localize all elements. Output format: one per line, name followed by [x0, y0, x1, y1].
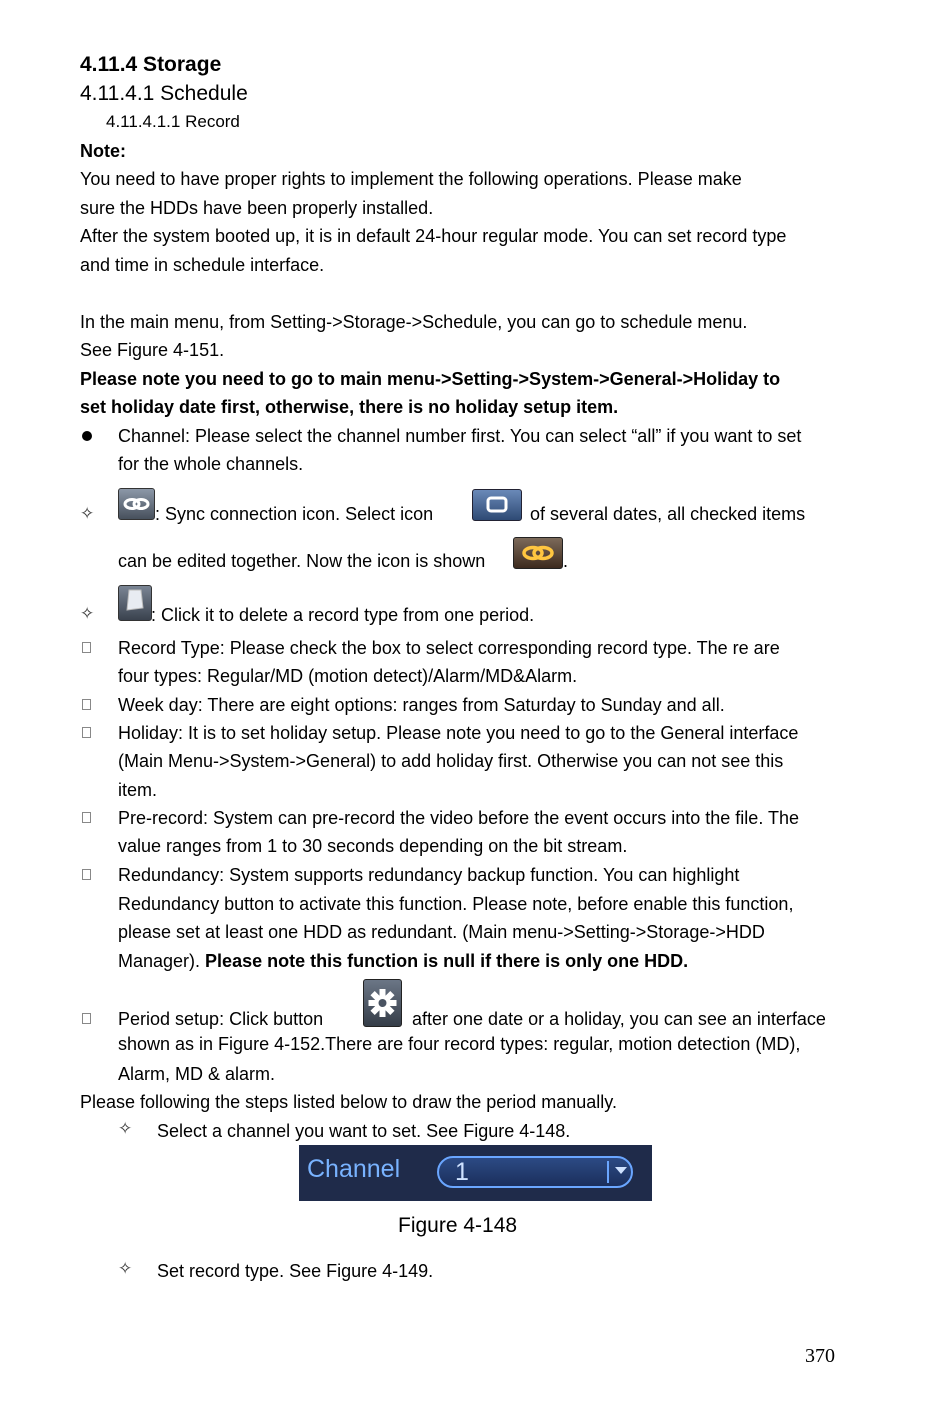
channel-label: Channel: [307, 1155, 401, 1183]
square-bullet-icon: [82, 699, 91, 710]
channel-item-line: Channel: Please select the channel number first. You can select “all” if you want to set: [118, 426, 802, 446]
square-bullet-icon: [82, 812, 91, 823]
note-label: Note:: [80, 141, 126, 161]
period-setup-text: after one date or a holiday, you can see an interface: [412, 1009, 826, 1029]
holiday-line: item.: [118, 780, 158, 800]
sync-item-text: .: [563, 551, 569, 571]
bold-note-line: set holiday date first, otherwise, there is no holiday setup item.: [80, 397, 619, 417]
channel-select[interactable]: [437, 1156, 633, 1188]
diamond-bullet-icon: ✧: [80, 604, 95, 623]
step-2: Set record type. See Figure 4-149.: [157, 1261, 434, 1281]
gear-icon: [363, 979, 402, 1027]
bold-note-line: Please note you need to go to main menu->Setting->System->General->Holiday to: [80, 369, 781, 389]
step-1: Select a channel you want to set. See Figure 4-148.: [157, 1121, 571, 1141]
square-bullet-icon: [82, 727, 91, 738]
pre-record-line: Pre-record: System can pre-record the video before the event occurs into the file. The: [118, 808, 800, 828]
pre-record-line: value ranges from 1 to 30 seconds depending on the bit stream.: [118, 836, 628, 856]
holiday-line: Holiday: It is to set holiday setup. Please note you need to go to the General interface: [118, 723, 799, 743]
diamond-bullet-icon: ✧: [118, 1119, 133, 1138]
sync-link-icon: [118, 488, 155, 520]
intro-line: sure the HDDs have been properly installed.: [80, 198, 434, 218]
channel-figure: [299, 1145, 652, 1201]
intro-line: After the system booted up, it is in default 24-hour regular mode. You can set record type: [80, 226, 787, 246]
redundancy-line: Redundancy: System supports redundancy backup function. You can highlight: [118, 865, 740, 885]
delete-item-text: : Click it to delete a record type from one period.: [151, 605, 535, 625]
checkbox-select-icon: [472, 489, 522, 521]
period-setup-text: Period setup: Click button: [118, 1009, 324, 1029]
period-setup-text: Alarm, MD & alarm.: [118, 1064, 276, 1084]
period-setup-text: shown as in Figure 4-152.There are four record types: regular, motion detection (MD),: [118, 1034, 801, 1054]
page-number: 370: [805, 1345, 835, 1367]
channel-value: 1: [455, 1158, 469, 1186]
sync-item-text: of several dates, all checked items: [530, 504, 806, 524]
diamond-bullet-icon: ✧: [118, 1259, 133, 1278]
square-bullet-icon: [82, 642, 91, 653]
redundancy-bold: Please note this function is null if there is only one HDD.: [205, 951, 689, 971]
redundancy-line: [118, 950, 688, 972]
steps-intro: Please following the steps listed below to draw the period manually.: [80, 1092, 617, 1112]
holiday-line: (Main Menu->System->General) to add holiday first. Otherwise you can not see this: [118, 751, 784, 771]
record-type-line: four types: Regular/MD (motion detect)/Alarm/MD&Alarm.: [118, 666, 578, 686]
round-bullet-icon: [82, 431, 92, 441]
square-bullet-icon: [82, 1013, 91, 1024]
square-bullet-icon: [82, 869, 91, 880]
menu-path-line: In the main menu, from Setting->Storage->Schedule, you can go to schedule menu.: [80, 312, 748, 332]
select-divider: [607, 1161, 609, 1183]
sync-item-text: can be edited together. Now the icon is shown: [118, 551, 486, 571]
channel-item-line: for the whole channels.: [118, 454, 304, 474]
intro-line: You need to have proper rights to implement the following operations. Please make: [80, 169, 742, 189]
figure-caption: Figure 4-148: [398, 1214, 518, 1237]
section-heading: 4.11.4 Storage: [80, 53, 222, 76]
redundancy-line: Redundancy button to activate this function. Please note, before enable this function,: [118, 894, 794, 914]
eraser-icon: [118, 585, 152, 621]
redundancy-plain: Manager).: [118, 951, 206, 971]
intro-line: and time in schedule interface.: [80, 255, 325, 275]
sync-item-text: : Sync connection icon. Select icon: [155, 504, 434, 524]
menu-path-line: See Figure 4-151.: [80, 340, 225, 360]
week-day-line: Week day: There are eight options: ranges from Saturday to Sunday and all.: [118, 695, 725, 715]
subsubsection-heading: 4.11.4.1.1 Record: [106, 112, 240, 131]
redundancy-line: please set at least one HDD as redundant. (Main menu->Setting->Storage->HDD: [118, 922, 765, 942]
diamond-bullet-icon: ✧: [80, 504, 95, 523]
subsection-heading: 4.11.4.1 Schedule: [80, 82, 248, 105]
record-type-line: Record Type: Please check the box to select corresponding record type. The re are: [118, 638, 780, 658]
chevron-down-icon[interactable]: [615, 1167, 627, 1174]
sync-link-active-icon: [513, 537, 563, 569]
